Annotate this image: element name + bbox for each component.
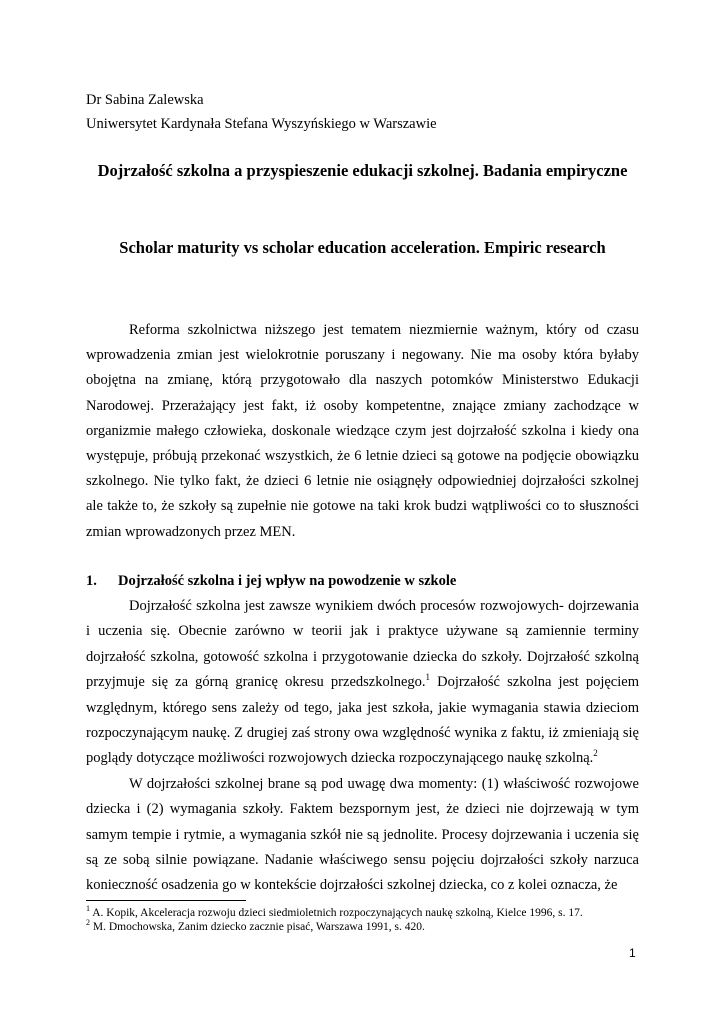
footnotes: [86, 906, 583, 934]
body-paragraph-1: [86, 594, 639, 772]
footnote-divider: [86, 900, 246, 901]
page-number: 1: [629, 946, 636, 960]
body-paragraph-1-part-2: Dojrzałość szkolna jest pojęciem względnym, którego sens zależy od tego, jaka jest szkoła, jakie wymagania stawia dzieciom rozpoczynającym naukę. Z drugiej zaś strony owa względność wynika z faktu, iż zmieniają się poglądy dotyczące możliwości rozwojowych dziecka rozpoczynającego naukę szkolną.: [86, 674, 639, 767]
section-body: [86, 594, 639, 899]
footnote-ref-1: 1: [425, 672, 431, 683]
section-heading: [86, 569, 456, 593]
body-paragraph-1-part-1: Dojrzałość szkolna jest zawsze wynikiem dwóch procesów rozwojowych- dojrzewania i uczenia się. Obecnie zarówno w teorii jak i praktyce używane są zamiennie terminy dojrzałość szkolna, gotowość szkolna i przygotowanie dziecka do szkoły. Dojrzałość szkolną przyjmuje się za górną granicę okresu przedszkolnego.: [86, 598, 639, 691]
section-title: Dojrzałość szkolna i jej wpływ na powodzenie w szkole: [118, 573, 457, 589]
footnote-mark-2: 2: [86, 918, 90, 928]
author-block: [86, 88, 437, 136]
title-english: Scholar maturity vs scholar education acceleration. Empiric research: [119, 238, 606, 257]
footnote-mark-1: 1: [86, 904, 90, 914]
footnote-1: [86, 906, 583, 920]
author-affiliation: Uniwersytet Kardynała Stefana Wyszyńskiego w Warszawie: [86, 116, 437, 132]
section-number: 1.: [86, 573, 97, 589]
title-polish: Dojrzałość szkolna a przyspieszenie edukacji szkolnej. Badania empiryczne: [97, 161, 628, 180]
author-name: Dr Sabina Zalewska: [86, 92, 204, 108]
footnote-ref-2: 2: [593, 748, 598, 759]
footnote-2: [86, 920, 583, 934]
body-paragraph-2: W dojrzałości szkolnej brane są pod uwagę dwa momenty: (1) właściwość rozwojowe dziecka i (2) wymagania szkoły. Faktem bezspornym jest, że dzieci nie dojrzewają w tym samym tempie i rytmie, a wymagania szkół nie są jednolite. Procesy dojrzewania i uczenia się są ze sobą silnie powiązane. Nadanie właściwego sensu pojęciu dojrzałości szkoły narzuca konieczność osadzenia go w kontekście dojrzałości szkolnej dziecka, co z kolei oznacza, że: [86, 775, 639, 894]
intro-section: [86, 318, 639, 545]
footnote-text-1: A. Kopik, Akceleracja rozwoju dzieci siedmioletnich rozpoczynających naukę szkolną, Kielce 1996, s. 17.: [90, 907, 583, 919]
footnote-text-2: M. Dmochowska, Zanim dziecko zacznie pisać, Warszawa 1991, s. 420.: [90, 921, 425, 933]
intro-paragraph: Reforma szkolnictwa niższego jest tematem niezmiernie ważnym, który od czasu wprowadzenia zmian jest wielokrotnie poruszany i negowany. Nie ma osoby która byłaby obojętna na zmianę, którą przygotowało dla naszych potomków Ministerstwo Edukacji Narodowej. Przerażający jest fakt, iż osoby kompetentne, znające zmiany zachodzące w organizmie małego człowieka, doskonale wiedzące czym jest dojrzałość szkolna i kiedy ona występuje, próbują przekonać wszystkich, że 6 letnie dzieci są gotowe na podjęcie obowiązku szkolnego. Nie tylko fakt, że dzieci 6 letnie nie osiągnęły odpowiedniej dojrzałości szkolnej ale także to, że szkoły są zupełnie nie gotowe na taki krok budzi wątpliwości co to słuszności zmian wprowadzonych przez MEN.: [86, 322, 639, 540]
